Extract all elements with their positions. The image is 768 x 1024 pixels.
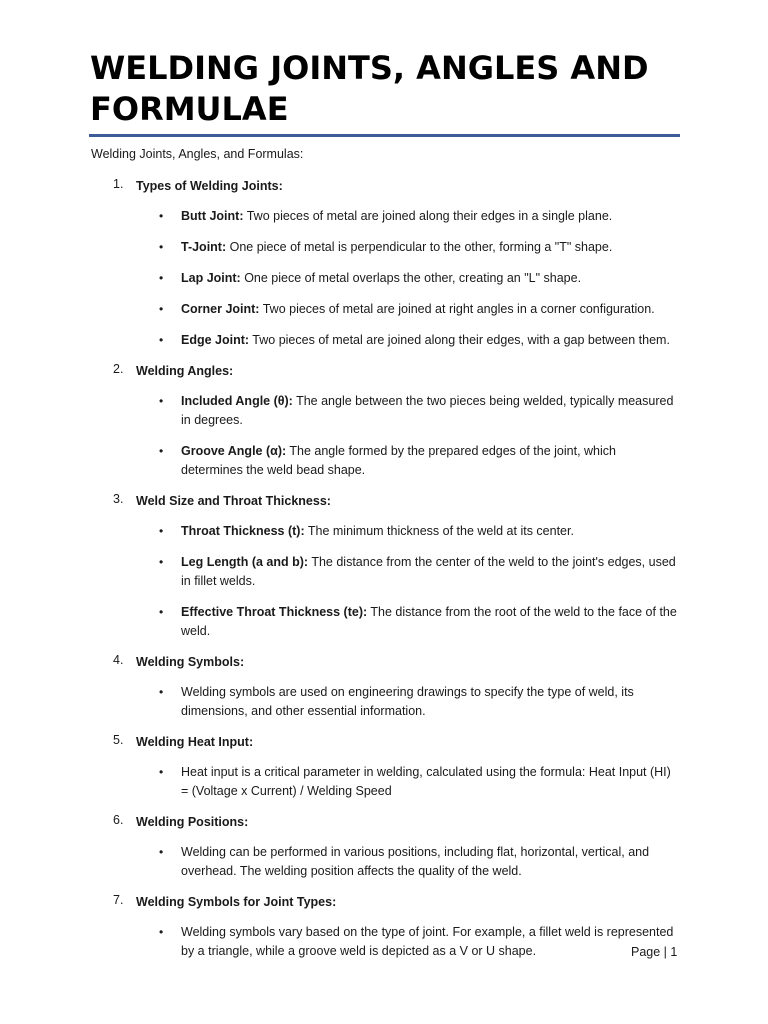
bullet-text: Welding can be performed in various positions, including flat, horizontal, vertical, and overhead. The welding position affects the quality of the weld.	[181, 845, 650, 878]
bullet-item	[159, 269, 678, 288]
bullet-icon: •	[159, 302, 164, 316]
bullet-item	[159, 331, 678, 350]
bullet-text: Welding symbols are used on engineering drawings to specify the type of weld, its dimensions, and other essential information.	[181, 685, 634, 718]
section-heading: Welding Angles:	[136, 364, 234, 378]
bullet-item	[159, 763, 678, 801]
list-item	[91, 177, 691, 350]
page-number: Page | 1	[631, 945, 678, 959]
section-heading: Welding Symbols for Joint Types:	[136, 895, 337, 909]
list-number: 7.	[113, 893, 124, 907]
bullet-item	[159, 522, 678, 541]
bullet-text: Two pieces of metal are joined along their edges in a single plane.	[243, 209, 613, 223]
list-number: 6.	[113, 813, 124, 827]
bullet-icon: •	[159, 444, 164, 458]
bullet-icon: •	[159, 209, 164, 223]
bullet-item	[159, 603, 678, 641]
list-number: 2.	[113, 362, 124, 376]
bullet-text: The angle formed by the prepared edges of the joint, which determines the weld bead shape.	[181, 444, 616, 477]
bullet-label: T-Joint:	[181, 240, 227, 254]
bullet-label: Edge Joint:	[181, 333, 250, 347]
bullet-text: The angle between the two pieces being welded, typically measured in degrees.	[181, 394, 674, 427]
bullet-text: One piece of metal is perpendicular to the other, forming a "T" shape.	[226, 240, 613, 254]
bullet-label: Included Angle (θ):	[181, 394, 293, 408]
bullet-icon: •	[159, 240, 164, 254]
bullet-icon: •	[159, 394, 164, 408]
bullet-text: One piece of metal overlaps the other, creating an "L" shape.	[240, 271, 582, 285]
bullet-item	[159, 923, 678, 961]
section-heading: Welding Heat Input:	[136, 735, 254, 749]
title-underline	[89, 134, 680, 137]
bullet-icon: •	[159, 333, 164, 347]
list-number: 4.	[113, 653, 124, 667]
bullet-item	[159, 238, 678, 257]
bullet-label: Effective Throat Thickness (te):	[181, 605, 368, 619]
section-heading: Welding Symbols:	[136, 655, 245, 669]
list-number: 1.	[113, 177, 124, 191]
section-heading: Welding Positions:	[136, 815, 249, 829]
list-number: 5.	[113, 733, 124, 747]
bullet-icon: •	[159, 925, 164, 939]
bullet-label: Corner Joint:	[181, 302, 260, 316]
bullet-text: Two pieces of metal are joined at right angles in a corner configuration.	[259, 302, 655, 316]
bullet-text: The distance from the center of the weld to the joint's edges, used in fillet welds.	[181, 555, 676, 588]
bullet-label: Butt Joint:	[181, 209, 244, 223]
list-item	[91, 813, 691, 881]
list-item	[91, 653, 691, 721]
bullet-label: Leg Length (a and b):	[181, 555, 309, 569]
bullet-icon: •	[159, 685, 164, 699]
bullet-item	[159, 207, 678, 226]
title-line-1: WELDING JOINTS, ANGLES AND	[90, 49, 649, 87]
bullet-icon: •	[159, 765, 164, 779]
bullet-text: Welding symbols vary based on the type of joint. For example, a fillet weld is represented by a triangle, while a groove weld is depicted as a V or U shape.	[181, 925, 674, 958]
bullet-icon: •	[159, 605, 164, 619]
bullet-icon: •	[159, 845, 164, 859]
bullet-label: Throat Thickness (t):	[181, 524, 305, 538]
bullet-text: The minimum thickness of the weld at its center.	[304, 524, 574, 538]
bullet-label: Lap Joint:	[181, 271, 241, 285]
title-line-2: FORMULAE	[90, 90, 289, 128]
intro-text: Welding Joints, Angles, and Formulas:	[91, 147, 304, 161]
section-heading: Types of Welding Joints:	[136, 179, 283, 193]
list-item	[91, 492, 691, 641]
list-item	[91, 362, 691, 480]
bullet-text: Two pieces of metal are joined along their edges, with a gap between them.	[249, 333, 670, 347]
bullet-text: Heat input is a critical parameter in welding, calculated using the formula: Heat Input (HI) = (Voltage x Current) / Welding Speed	[181, 765, 671, 798]
page-title	[90, 48, 690, 130]
bullet-item	[159, 843, 678, 881]
list-item	[91, 733, 691, 801]
bullet-item	[159, 442, 678, 480]
bullet-label: Groove Angle (α):	[181, 444, 287, 458]
section-heading: Weld Size and Throat Thickness:	[136, 494, 331, 508]
bullet-icon: •	[159, 524, 164, 538]
bullet-item	[159, 392, 678, 430]
bullet-item	[159, 553, 678, 591]
list-item	[91, 893, 691, 961]
bullet-icon: •	[159, 555, 164, 569]
bullet-icon: •	[159, 271, 164, 285]
bullet-text: The distance from the root of the weld to the face of the weld.	[181, 605, 677, 638]
bullet-item	[159, 683, 678, 721]
bullet-item	[159, 300, 678, 319]
numbered-list	[91, 177, 691, 973]
list-number: 3.	[113, 492, 124, 506]
